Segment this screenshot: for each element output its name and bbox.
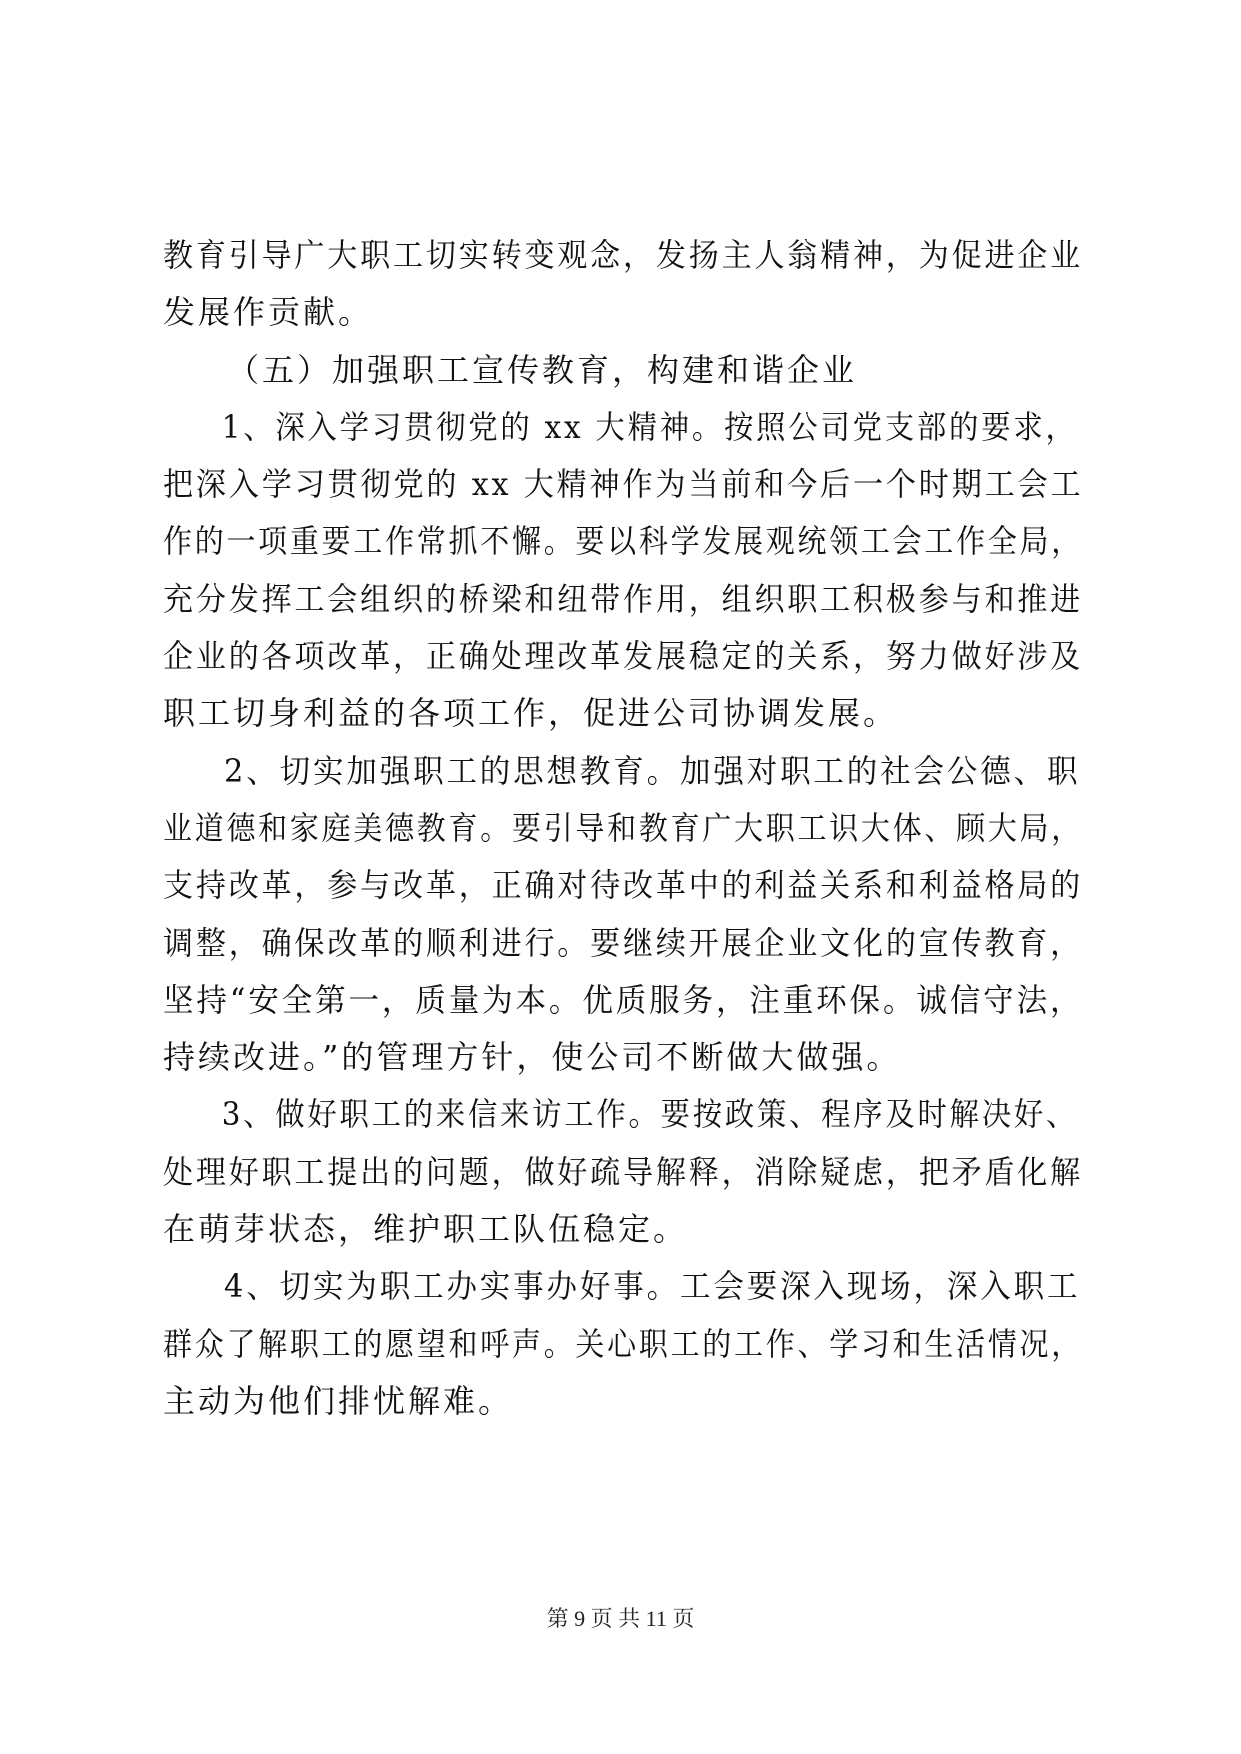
text-line: 调整，确保改革的顺利进行。要继续开展企业文化的宣传教育， [163, 923, 1084, 962]
text-line: 作的一项重要工作常抓不懈。要以科学发展观统领工会工作全局， [163, 522, 1084, 561]
text-line: 4、切实为职工办实事办好事。工会要深入现场，深入职工 [224, 1267, 1081, 1306]
text-line: 处理好职工提出的问题，做好疏导解释，消除疑虑，把矛盾化解 [163, 1152, 1084, 1191]
text-line: 充分发挥工会组织的桥梁和纽带作用，组织职工积极参与和推进 [163, 579, 1084, 618]
text-line: （五）加强职工宣传教育，构建和谐企业 [227, 350, 858, 389]
text-line: 坚持“安全第一，质量为本。优质服务，注重环保。诚信守法， [163, 980, 1084, 1019]
text-line: 职工切身利益的各项工作，促进公司协调发展。 [163, 694, 899, 733]
page-footer: 第 9 页 共 11 页 [546, 1606, 695, 1631]
text-line: 主动为他们排忧解难。 [163, 1381, 514, 1420]
text-line: 3、做好职工的来信来访工作。要按政策、程序及时解决好、 [221, 1095, 1079, 1134]
text-line: 群众了解职工的愿望和呼声。关心职工的工作、学习和生活情况， [163, 1324, 1084, 1363]
text-line: 在萌芽状态，维护职工队伍稳定。 [163, 1210, 689, 1249]
text-line: 把深入学习贯彻党的 xx 大精神作为当前和今后一个时期工会工 [163, 465, 1084, 504]
text-line: 持续改进。”的管理方针，使公司不断做大做强。 [163, 1038, 902, 1077]
text-line: 支持改革，参与改革，正确对待改革中的利益关系和利益格局的 [163, 866, 1084, 905]
text-line: 教育引导广大职工切实转变观念，发扬主人翁精神，为促进企业 [163, 236, 1084, 274]
document-body [163, 227, 1083, 1430]
text-line: 企业的各项改革，正确处理改革发展稳定的关系，努力做好涉及 [163, 637, 1084, 676]
text-line: 2、切实加强职工的思想教育。加强对职工的社会公德、职 [224, 751, 1081, 790]
text-line: 发展作贡献。 [163, 293, 374, 332]
text-line: 1、深入学习贯彻党的 xx 大精神。按照公司党支部的要求， [221, 407, 1078, 446]
text-line: 业道德和家庭美德教育。要引导和教育广大职工识大体、顾大局， [163, 808, 1084, 847]
